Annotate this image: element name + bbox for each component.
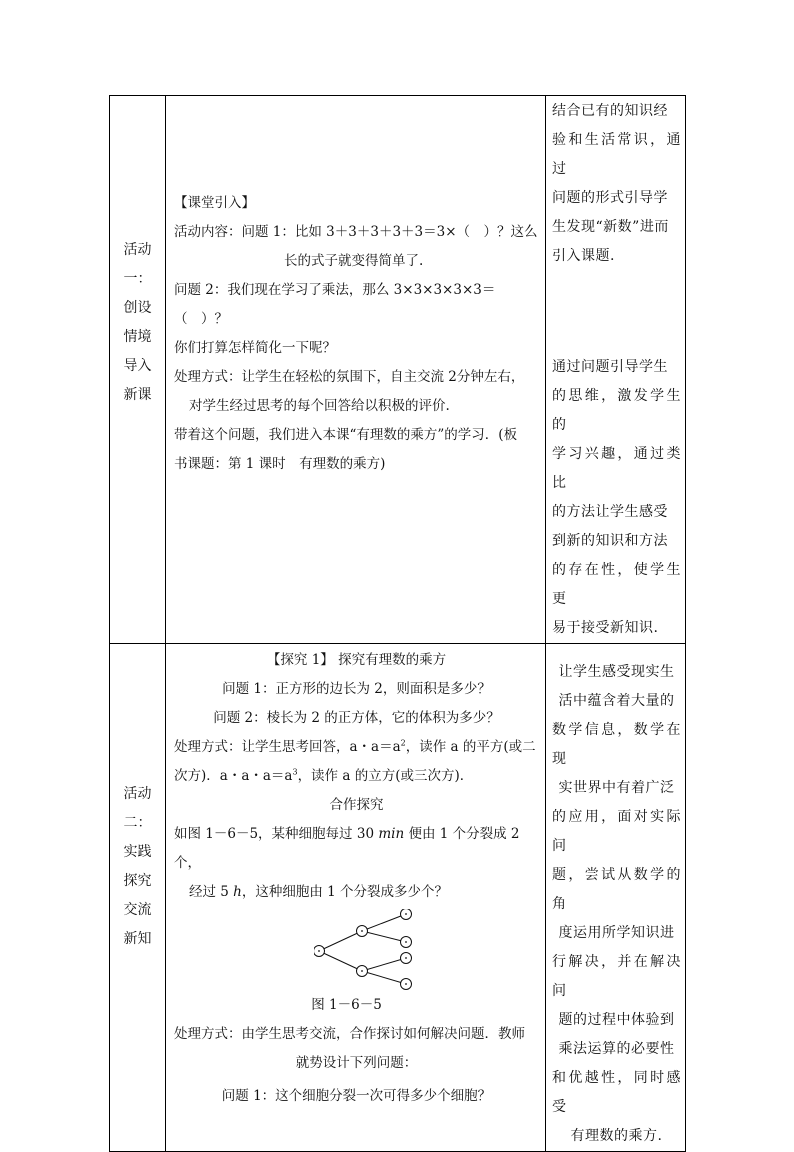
section-heading: 【探究 1】 探究有理数的乘方 bbox=[266, 652, 447, 668]
text-line: 带着这个问题，我们进入本课“有理数的乘方”的学习．(板 bbox=[174, 427, 518, 443]
diagram-branch bbox=[362, 958, 406, 971]
stage-cell-1 bbox=[110, 96, 166, 644]
text-line: 书课题：第 1 课时 有理数的乘方) bbox=[174, 456, 386, 472]
coop-heading: 合作探究 bbox=[329, 797, 384, 813]
text-line: 经过 5 h，这种细胞由 1 个分裂成多少个？ bbox=[189, 884, 449, 900]
content-cell-2 bbox=[166, 644, 546, 1152]
note-cell-2 bbox=[546, 644, 686, 1152]
note-cell-1 bbox=[546, 96, 686, 644]
diagram-branch bbox=[319, 951, 362, 971]
question-1: 问题 1：正方形的边长为 2，则面积是多少？ bbox=[222, 681, 491, 697]
text-line: 活动内容：问题 1：比如 3＋3＋3＋3＋3＝3×（ ）？这么 bbox=[174, 224, 538, 240]
stage-cell-2 bbox=[110, 644, 166, 1152]
question-cell-split: 问题 1：这个细胞分裂一次可得多少个细胞？ bbox=[221, 1088, 492, 1104]
text-line: 对学生经过思考的每个回答给以积极的评价. bbox=[189, 398, 450, 414]
text-line: 问题 2：我们现在学习了乘法，那么 3×3×3×3×3＝（ ）？ bbox=[174, 282, 496, 327]
section-heading: 【课堂引入】 bbox=[174, 195, 255, 211]
content-cell-1 bbox=[166, 96, 546, 644]
diagram-branch bbox=[319, 931, 362, 951]
text-line: 次方)．a・a・$a=a^3$，读作 a 的立方(或三次方)． bbox=[174, 767, 474, 784]
text-line: 长的式子就变得简单了. bbox=[284, 253, 424, 269]
activity-row-1 bbox=[110, 96, 686, 644]
diagram-branch bbox=[362, 914, 406, 931]
text-line: 处理方式：让学生思考回答，a・$a=a^2$，读作 a 的平方(或二 bbox=[174, 738, 536, 755]
text-line: 处理方式：由学生思考交流，合作探讨如何解决问题．教师 bbox=[174, 1026, 525, 1042]
text-line: 你们打算怎样简化一下呢？ bbox=[174, 340, 336, 356]
stage-label-1: 活动 一： 创设 情境 导入 新课 bbox=[123, 242, 152, 403]
figure-caption: 图 1－6－5 bbox=[311, 997, 382, 1013]
question-2: 问题 2：棱长为 2 的正方体，它的体积为多少？ bbox=[213, 710, 500, 726]
text-line: 就势设计下列问题： bbox=[295, 1055, 418, 1071]
design-note-3: 让学生感受现实生 活中蕴含着大量的 数学信息，数学在现 实世界中有着广泛 的应用，面对实际问 题，尝试从数学的角 度运用所学知识进 行解决，并在解决问 题的过程中体验到 乘法运算的必要性 和优越性，同时感受 有理数的乘方. bbox=[552, 664, 681, 1144]
text-line: 处理方式：让学生在轻松的氛围下，自主交流 2分钟左右， bbox=[174, 369, 525, 385]
cell-division-diagram bbox=[314, 909, 424, 991]
diagram-branch bbox=[362, 971, 406, 984]
lesson-plan-table bbox=[109, 95, 686, 1152]
text-line: 如图 1－6－5，某种细胞每过 30 min 便由 1 个分裂成 2 个， bbox=[174, 826, 520, 871]
diagram-branch bbox=[362, 931, 406, 942]
design-note-2: 通过问题引导学生 的思维，激发学生的 学习兴趣，通过类比 的方法让学生感受 到新的知识和方法 的存在性，使学生更 易于接受新知识. bbox=[552, 359, 681, 636]
stage-label-2: 活动 二： 实践 探究 交流 新知 bbox=[123, 786, 152, 947]
design-note-1: 结合已有的知识经 验和生活常识，通过 问题的形式引导学 生发现“新数”进而 引入课题. bbox=[552, 103, 681, 264]
activity-row-2 bbox=[110, 644, 686, 1152]
